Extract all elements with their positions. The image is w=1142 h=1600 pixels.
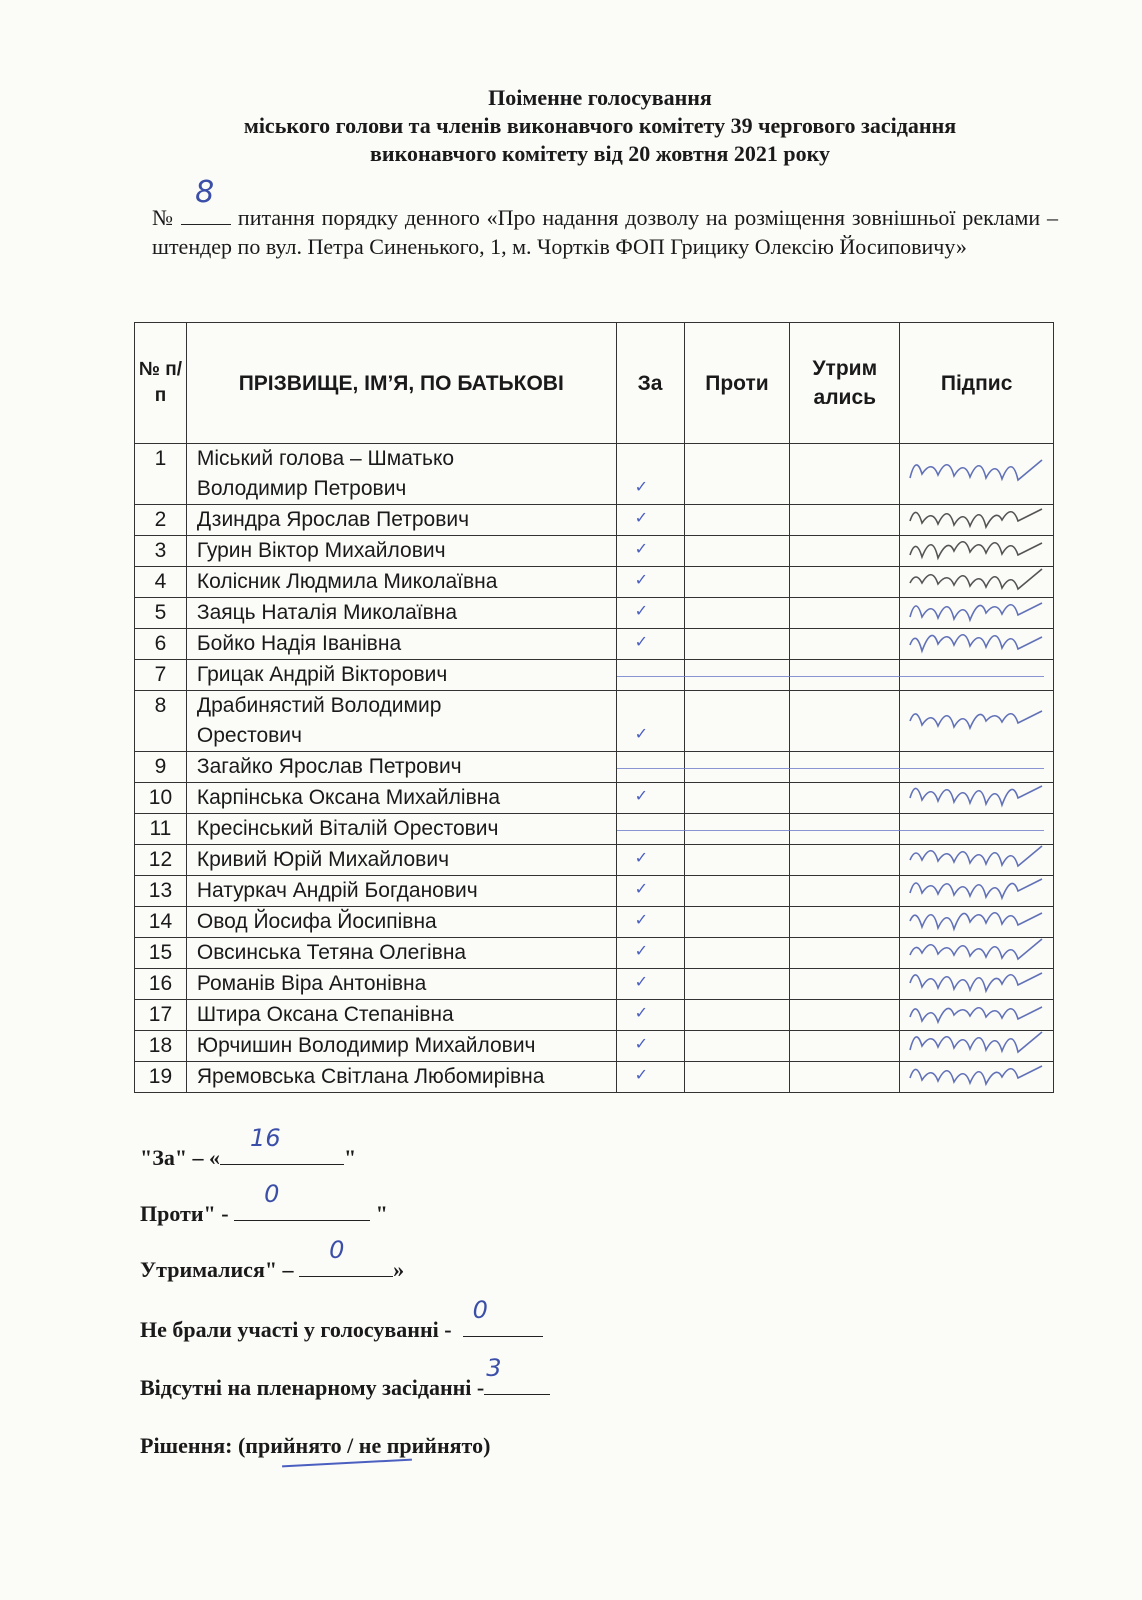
title-line-2: міського голови та членів виконавчого комітету 39 чергового засідання xyxy=(243,113,957,138)
vote-abstained-cell xyxy=(790,938,900,969)
vote-against-cell xyxy=(684,691,790,752)
vote-for-cell xyxy=(616,969,684,1000)
row-number: 17 xyxy=(135,1000,187,1031)
vote-abstained-cell xyxy=(790,752,900,783)
vote-abstained-cell xyxy=(790,1031,900,1062)
vote-abstained-cell xyxy=(790,1000,900,1031)
row-number: 2 xyxy=(135,505,187,536)
member-name xyxy=(186,876,616,907)
vote-for-cell xyxy=(616,505,684,536)
vote-for-cell xyxy=(616,444,684,505)
vote-for-cell xyxy=(616,660,684,691)
agenda-question xyxy=(152,175,1059,261)
summary-for: "За" – « 16 " xyxy=(140,1124,357,1170)
checkmark-icon: ✓ xyxy=(634,539,649,558)
signature-scribble xyxy=(902,450,1052,494)
vote-against-cell xyxy=(684,814,790,845)
vote-abstained-cell xyxy=(790,660,900,691)
vote-against-cell xyxy=(684,876,790,907)
row-number: 5 xyxy=(135,598,187,629)
signature-scribble xyxy=(902,620,1052,664)
vote-abstained-cell xyxy=(790,505,900,536)
row-number: 15 xyxy=(135,938,187,969)
vote-against-cell xyxy=(684,969,790,1000)
checkmark-icon: ✓ xyxy=(634,1065,649,1084)
checkmark-icon: ✓ xyxy=(634,477,649,496)
member-name-line1: Колісник Людмила Миколаївна xyxy=(196,570,498,593)
vote-against-cell xyxy=(684,444,790,505)
vote-for-cell xyxy=(616,752,684,783)
header-signature: Підпис xyxy=(900,323,1054,444)
checkmark-icon: ✓ xyxy=(634,1003,649,1022)
vote-for-cell xyxy=(616,783,684,814)
member-name xyxy=(186,444,616,505)
member-name-line1: Грицак Андрій Вікторович xyxy=(196,663,448,686)
vote-against-cell xyxy=(684,752,790,783)
checkmark-icon: ✓ xyxy=(634,910,649,929)
member-name-line1: Овод Йосифа Йосипівна xyxy=(196,910,437,933)
row-number: 1 xyxy=(135,444,187,505)
checkmark-icon: ✓ xyxy=(634,786,649,805)
member-name xyxy=(186,783,616,814)
vote-against-cell xyxy=(684,598,790,629)
row-number: 7 xyxy=(135,660,187,691)
row-number: 18 xyxy=(135,1031,187,1062)
vote-abstained-cell xyxy=(790,536,900,567)
title-line-1: Поіменне голосування xyxy=(488,85,712,110)
vote-against-cell xyxy=(684,1062,790,1093)
checkmark-icon: ✓ xyxy=(634,632,649,651)
member-name-line2: Володимир Петрович xyxy=(196,477,407,500)
vote-abstained-cell xyxy=(790,444,900,505)
checkmark-icon: ✓ xyxy=(634,724,649,743)
summary-not-voted: Не брали участі у голосуванні - 0 xyxy=(140,1314,543,1344)
checkmark-icon: ✓ xyxy=(634,1034,649,1053)
vote-against-cell xyxy=(684,783,790,814)
vote-against-cell xyxy=(684,567,790,598)
summary-against-value: 0 xyxy=(264,1180,280,1208)
title-line-3: виконавчого комітету від 20 жовтня 2021 року xyxy=(370,141,830,166)
row-number: 11 xyxy=(135,814,187,845)
row-number: 6 xyxy=(135,629,187,660)
vote-abstained-cell xyxy=(790,783,900,814)
row-number: 9 xyxy=(135,752,187,783)
summary-not-voted-value: 0 xyxy=(472,1296,488,1324)
summary-absent-value: 3 xyxy=(486,1354,502,1382)
member-name-line1: Міський голова – Шматько xyxy=(196,447,455,470)
member-name-line1: Яремовська Світлана Любомирівна xyxy=(196,1065,545,1088)
question-number-blank xyxy=(181,175,231,225)
member-name-line1: Штира Оксана Степанівна xyxy=(196,1003,454,1026)
absent-strike-line xyxy=(617,830,1044,831)
member-name xyxy=(186,938,616,969)
header-name: ПРІЗВИЩЕ, ІМ’Я, ПО БАТЬКОВІ xyxy=(186,323,616,444)
member-name xyxy=(186,907,616,938)
vote-abstained-cell xyxy=(790,969,900,1000)
member-name xyxy=(186,598,616,629)
vote-for-cell xyxy=(616,691,684,752)
checkmark-icon: ✓ xyxy=(634,941,649,960)
row-number: 14 xyxy=(135,907,187,938)
member-name xyxy=(186,1000,616,1031)
vote-abstained-cell xyxy=(790,876,900,907)
vote-against-cell xyxy=(684,505,790,536)
member-name-line2: Орестович xyxy=(196,724,302,747)
member-name xyxy=(186,536,616,567)
vote-for-cell xyxy=(616,938,684,969)
summary-against: Проти" - 0 " xyxy=(140,1180,388,1226)
vote-for-cell xyxy=(616,1000,684,1031)
member-name xyxy=(186,814,616,845)
vote-against-cell xyxy=(684,1000,790,1031)
member-name xyxy=(186,629,616,660)
summary-abstained: Утрималися" – 0 » xyxy=(140,1236,405,1282)
vote-against-cell xyxy=(684,1031,790,1062)
member-name-line1: Карпінська Оксана Михайлівна xyxy=(196,786,501,809)
vote-for-cell xyxy=(616,1062,684,1093)
vote-for-cell xyxy=(616,536,684,567)
document-title xyxy=(140,84,1060,168)
member-name xyxy=(186,691,616,752)
signature-scribble xyxy=(902,1053,1052,1097)
vote-for-cell xyxy=(616,598,684,629)
member-name-line1: Драбинястий Володимир xyxy=(196,694,442,717)
vote-abstained-cell xyxy=(790,907,900,938)
vote-abstained-cell xyxy=(790,629,900,660)
table-header-row xyxy=(135,323,1054,444)
member-name xyxy=(186,567,616,598)
vote-abstained-cell xyxy=(790,567,900,598)
row-number: 19 xyxy=(135,1062,187,1093)
decision-line: Рішення: (прийнято / не прийнято) xyxy=(140,1433,491,1458)
signature-cell xyxy=(900,660,1054,691)
member-name xyxy=(186,1062,616,1093)
member-name-line1: Заяць Наталія Миколаївна xyxy=(196,601,458,624)
vote-against-cell xyxy=(684,629,790,660)
vote-for-cell xyxy=(616,876,684,907)
checkmark-icon: ✓ xyxy=(634,601,649,620)
vote-for-cell xyxy=(616,629,684,660)
member-name-line1: Юрчишин Володимир Михайлович xyxy=(196,1034,536,1057)
vote-abstained-cell xyxy=(790,598,900,629)
vote-against-cell xyxy=(684,938,790,969)
vote-abstained-cell xyxy=(790,814,900,845)
summary-for-value: 16 xyxy=(250,1124,281,1152)
row-number: 10 xyxy=(135,783,187,814)
row-number: 16 xyxy=(135,969,187,1000)
absent-strike-line xyxy=(617,768,1044,769)
summary-abstained-value: 0 xyxy=(329,1236,345,1264)
member-name xyxy=(186,1031,616,1062)
summary-absent: Відсутні на пленарному засіданні - 3 xyxy=(140,1372,550,1402)
vote-for-cell xyxy=(616,907,684,938)
checkmark-icon: ✓ xyxy=(634,570,649,589)
vote-abstained-cell xyxy=(790,1062,900,1093)
member-name xyxy=(186,660,616,691)
member-name-line1: Романів Віра Антонівна xyxy=(196,972,427,995)
vote-against-cell xyxy=(684,536,790,567)
checkmark-icon: ✓ xyxy=(634,972,649,991)
member-name-line1: Загайко Ярослав Петрович xyxy=(196,755,462,778)
vote-for-cell xyxy=(616,845,684,876)
vote-against-cell xyxy=(684,660,790,691)
vote-for-cell xyxy=(616,814,684,845)
member-name-line1: Дзиндра Ярослав Петрович xyxy=(196,508,470,531)
member-name xyxy=(186,845,616,876)
vote-for-cell xyxy=(616,567,684,598)
checkmark-icon: ✓ xyxy=(634,848,649,867)
checkmark-icon: ✓ xyxy=(634,508,649,527)
vote-against-cell xyxy=(684,907,790,938)
member-name-line1: Кривий Юрій Михайлович xyxy=(196,848,450,871)
vote-abstained-cell xyxy=(790,691,900,752)
question-prefix: № xyxy=(152,205,175,230)
member-name-line1: Овсинська Тетяна Олегівна xyxy=(196,941,467,964)
member-name-line1: Бойко Надія Іванівна xyxy=(196,632,402,655)
signature-scribble xyxy=(902,774,1052,818)
absent-strike-line xyxy=(617,676,1044,677)
member-name-line1: Гурин Віктор Михайлович xyxy=(196,539,446,562)
header-abstained: Утрим ались xyxy=(790,323,900,444)
row-number: 8 xyxy=(135,691,187,752)
vote-against-cell xyxy=(684,845,790,876)
signature-scribble xyxy=(902,697,1052,741)
table-row xyxy=(135,660,1054,691)
question-text: питання порядку денного «Про надання дозволу на розміщення зовнішньої реклами – штендер по вул. Петра Синенького, 1, м. Чортків ФОП Грицику Олексію Йосиповичу» xyxy=(152,205,1059,259)
header-against: Проти xyxy=(684,323,790,444)
member-name-line1: Кресінський Віталій Орестович xyxy=(196,817,499,840)
row-number: 3 xyxy=(135,536,187,567)
member-name-line1: Натуркач Андрій Богданович xyxy=(196,879,478,902)
row-number: 13 xyxy=(135,876,187,907)
row-number: 12 xyxy=(135,845,187,876)
header-for: За xyxy=(616,323,684,444)
row-number: 4 xyxy=(135,567,187,598)
vote-abstained-cell xyxy=(790,845,900,876)
header-num: № п/п xyxy=(135,323,187,444)
vote-for-cell xyxy=(616,1031,684,1062)
member-name xyxy=(186,752,616,783)
member-name xyxy=(186,505,616,536)
member-name xyxy=(186,969,616,1000)
checkmark-icon: ✓ xyxy=(634,879,649,898)
question-number-handwritten: 8 xyxy=(195,175,215,210)
